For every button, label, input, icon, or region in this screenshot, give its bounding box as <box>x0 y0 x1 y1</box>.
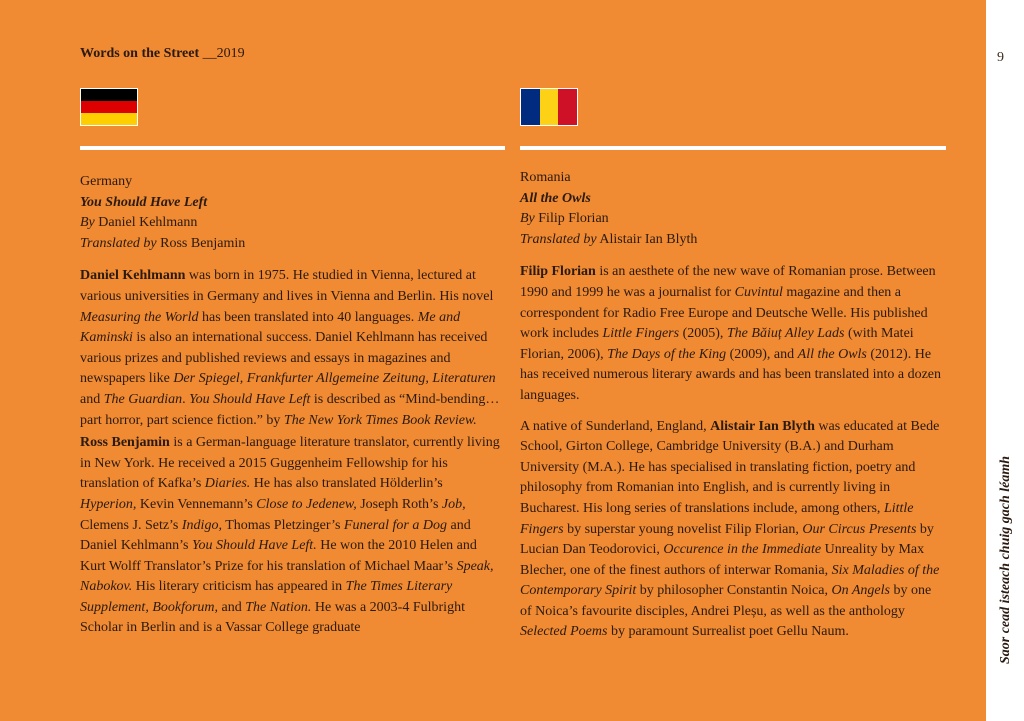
text-run: Thomas Pletzinger’s <box>221 517 344 533</box>
italic-title: Cuvintul <box>734 284 783 300</box>
text-run: Joseph Roth’s <box>356 496 442 512</box>
text-run: His literary criticism has appeared in <box>132 579 346 595</box>
translated-by-label: Translated by <box>80 235 157 251</box>
text-run: by Lucian Dan Teodorovici, <box>520 521 934 558</box>
text-run: (2005), <box>679 326 727 342</box>
text-run: is an aesthete of the new wave of Romanian prose. Between 1990 and 1999 he was a journalist for <box>520 264 936 300</box>
text-run: is also an international success. Daniel Kehlmann has received various prizes and published reviews and essays in magazines and newspapers like <box>80 330 488 387</box>
text-run: Clemens J. Setz’s <box>80 517 182 533</box>
germany-column <box>80 172 500 639</box>
text-run: and <box>80 391 104 407</box>
book-title: All the Owls <box>520 190 591 206</box>
author-bio <box>520 262 946 406</box>
text-run: by one of Noica’s favourite disciples, Andrei Pleșu, as well as the anthology <box>520 583 932 619</box>
text-run: was educated at Bede School, Girton College, Cambridge University (B.A.) and Durham University (M.A.). He has specialised in translating fiction, poetry and philosophy from Romanian into English, and is currently living in Bucharest. His long series of translations include, among others, <box>520 418 940 516</box>
italic-title: Little Fingers <box>602 326 680 342</box>
italic-title: Me and Kaminski <box>80 309 461 346</box>
italic-title: The Times Literary Supplement, Bookforum, <box>80 579 453 615</box>
author-line <box>520 209 946 230</box>
flag-stripe <box>81 113 137 125</box>
book-title: You Should Have Left <box>80 194 208 210</box>
country-name: Romania <box>520 170 571 185</box>
italic-title: Close to Jedenew, <box>256 496 357 512</box>
translated-by-label: Translated by <box>520 231 597 247</box>
text-run: by philosopher Constantin Noica, <box>636 583 832 599</box>
italic-title: You Should Have Left <box>189 391 311 407</box>
text-run: He won the 2010 Helen and Kurt Wolff Translator’s Prize for his translation of Michael Maar’s <box>80 538 477 574</box>
bold-name: Filip Florian <box>520 264 596 280</box>
italic-title: Our Circus Presents <box>802 521 917 537</box>
book-meta <box>520 168 946 250</box>
by-label: By <box>80 215 95 231</box>
text-run: magazine and then a correspondent for Radio Free Europe and Deutsche Welle. His published work includes <box>520 284 928 342</box>
italic-title: Little Fingers <box>520 500 914 537</box>
translator-line <box>520 230 946 251</box>
italic-title: On Angels <box>831 583 890 599</box>
italic-title: The New York Times Book Review. <box>283 412 477 428</box>
divider-left <box>80 146 505 150</box>
germany-flag-icon <box>80 88 138 126</box>
text-run: Unreality by Max Blecher, one of the finest authors of interwar Romania, <box>520 542 925 578</box>
running-title-year: 2019 <box>216 46 245 61</box>
italic-title: Occurence in the Immediate <box>663 542 822 558</box>
text-run: (with Matei Florian, 2006), <box>520 326 914 362</box>
text-run: . <box>182 391 190 407</box>
text-run: by superstar young novelist Filip Florian, <box>563 521 803 537</box>
italic-title: Diaries. <box>204 476 251 492</box>
italic-title: Funeral for a Dog <box>343 517 447 533</box>
by-label: By <box>520 211 535 227</box>
flag-stripe <box>521 89 540 125</box>
text-run: Kevin Vennemann’s <box>136 496 257 512</box>
author-bio <box>80 266 500 431</box>
page-number: 9 <box>997 50 1004 65</box>
running-title-separator: __ <box>202 46 217 61</box>
romania-flag-icon <box>520 88 578 126</box>
translator-line <box>80 234 500 255</box>
italic-title: The Băiuț Alley Lads <box>726 326 845 342</box>
translator-bio <box>520 417 946 644</box>
translator-bio <box>80 433 500 639</box>
text-run: was born in 1975. He studied in Vienna, lectured at various universities in Germany and lives in Vienna and Berlin. His novel <box>80 268 494 304</box>
romania-column <box>520 168 946 643</box>
running-title <box>80 46 245 62</box>
text-run: He has also translated Hölderlin’s <box>250 476 443 492</box>
italic-title: Indigo, <box>181 517 222 533</box>
text-run: is a German-language literature translator, currently living in New York. He received a 2015 Guggenheim Fellowship for his translation of Kafka’s <box>80 435 500 492</box>
text-run: A native of Sunderland, England, <box>520 418 711 434</box>
translator-name: Ross Benjamin <box>160 235 246 251</box>
bold-name: Alistair Ian Blyth <box>710 418 815 434</box>
italic-title: Six Maladies of the Contemporary Spirit <box>520 562 940 599</box>
running-title-text: Words on the Street <box>80 46 200 61</box>
italic-title: Der Spiegel, Frankfurter Allgemeine Zeitung, Literaturen <box>173 371 496 387</box>
italic-title: The Guardian <box>103 391 183 407</box>
flag-stripe <box>558 89 577 125</box>
text-run: and <box>218 599 246 615</box>
text-run: (2009), and <box>726 346 798 362</box>
italic-title: You Should Have Left. <box>191 538 317 554</box>
italic-title: Hyperion, <box>80 496 137 512</box>
text-run: by paramount Surrealist poet Gellu Naum. <box>607 624 849 640</box>
bold-name: Daniel Kehlmann <box>80 268 186 284</box>
italic-title: All the Owls <box>797 346 867 362</box>
italic-title: Job, <box>441 496 466 512</box>
book-meta <box>80 172 500 254</box>
text-run: is described as “Mind-bending… part horror, part science fiction.” by <box>80 391 500 428</box>
italic-title: Speak, Nabokov. <box>80 558 494 595</box>
translator-name: Alistair Ian Blyth <box>599 231 698 247</box>
author-name: Filip Florian <box>538 211 609 227</box>
country-name: Germany <box>80 174 133 189</box>
text-run: has been translated into 40 languages. <box>198 309 418 325</box>
flag-stripe <box>540 89 559 125</box>
text-run: and Daniel Kehlmann’s <box>80 517 471 554</box>
italic-title: Measuring the World <box>80 309 199 325</box>
text-run: (2012). He has received numerous literary awards and has been translated into a dozen languages. <box>520 346 941 403</box>
italic-title: Selected Poems <box>520 624 608 640</box>
italic-title: The Days of the King <box>607 346 727 362</box>
italic-title: The Nation. <box>245 599 312 615</box>
flag-stripe <box>81 101 137 113</box>
text-run: He was a 2003-4 Fulbright Scholar in Berlin and is a Vassar College graduate <box>80 599 465 636</box>
divider-right <box>520 146 946 150</box>
author-line <box>80 213 500 234</box>
margin-tagline: Saor cead isteach chuig gach léamh <box>998 455 1013 665</box>
bold-name: Ross Benjamin <box>80 435 170 451</box>
author-name: Daniel Kehlmann <box>98 215 198 231</box>
flag-stripe <box>81 89 137 101</box>
